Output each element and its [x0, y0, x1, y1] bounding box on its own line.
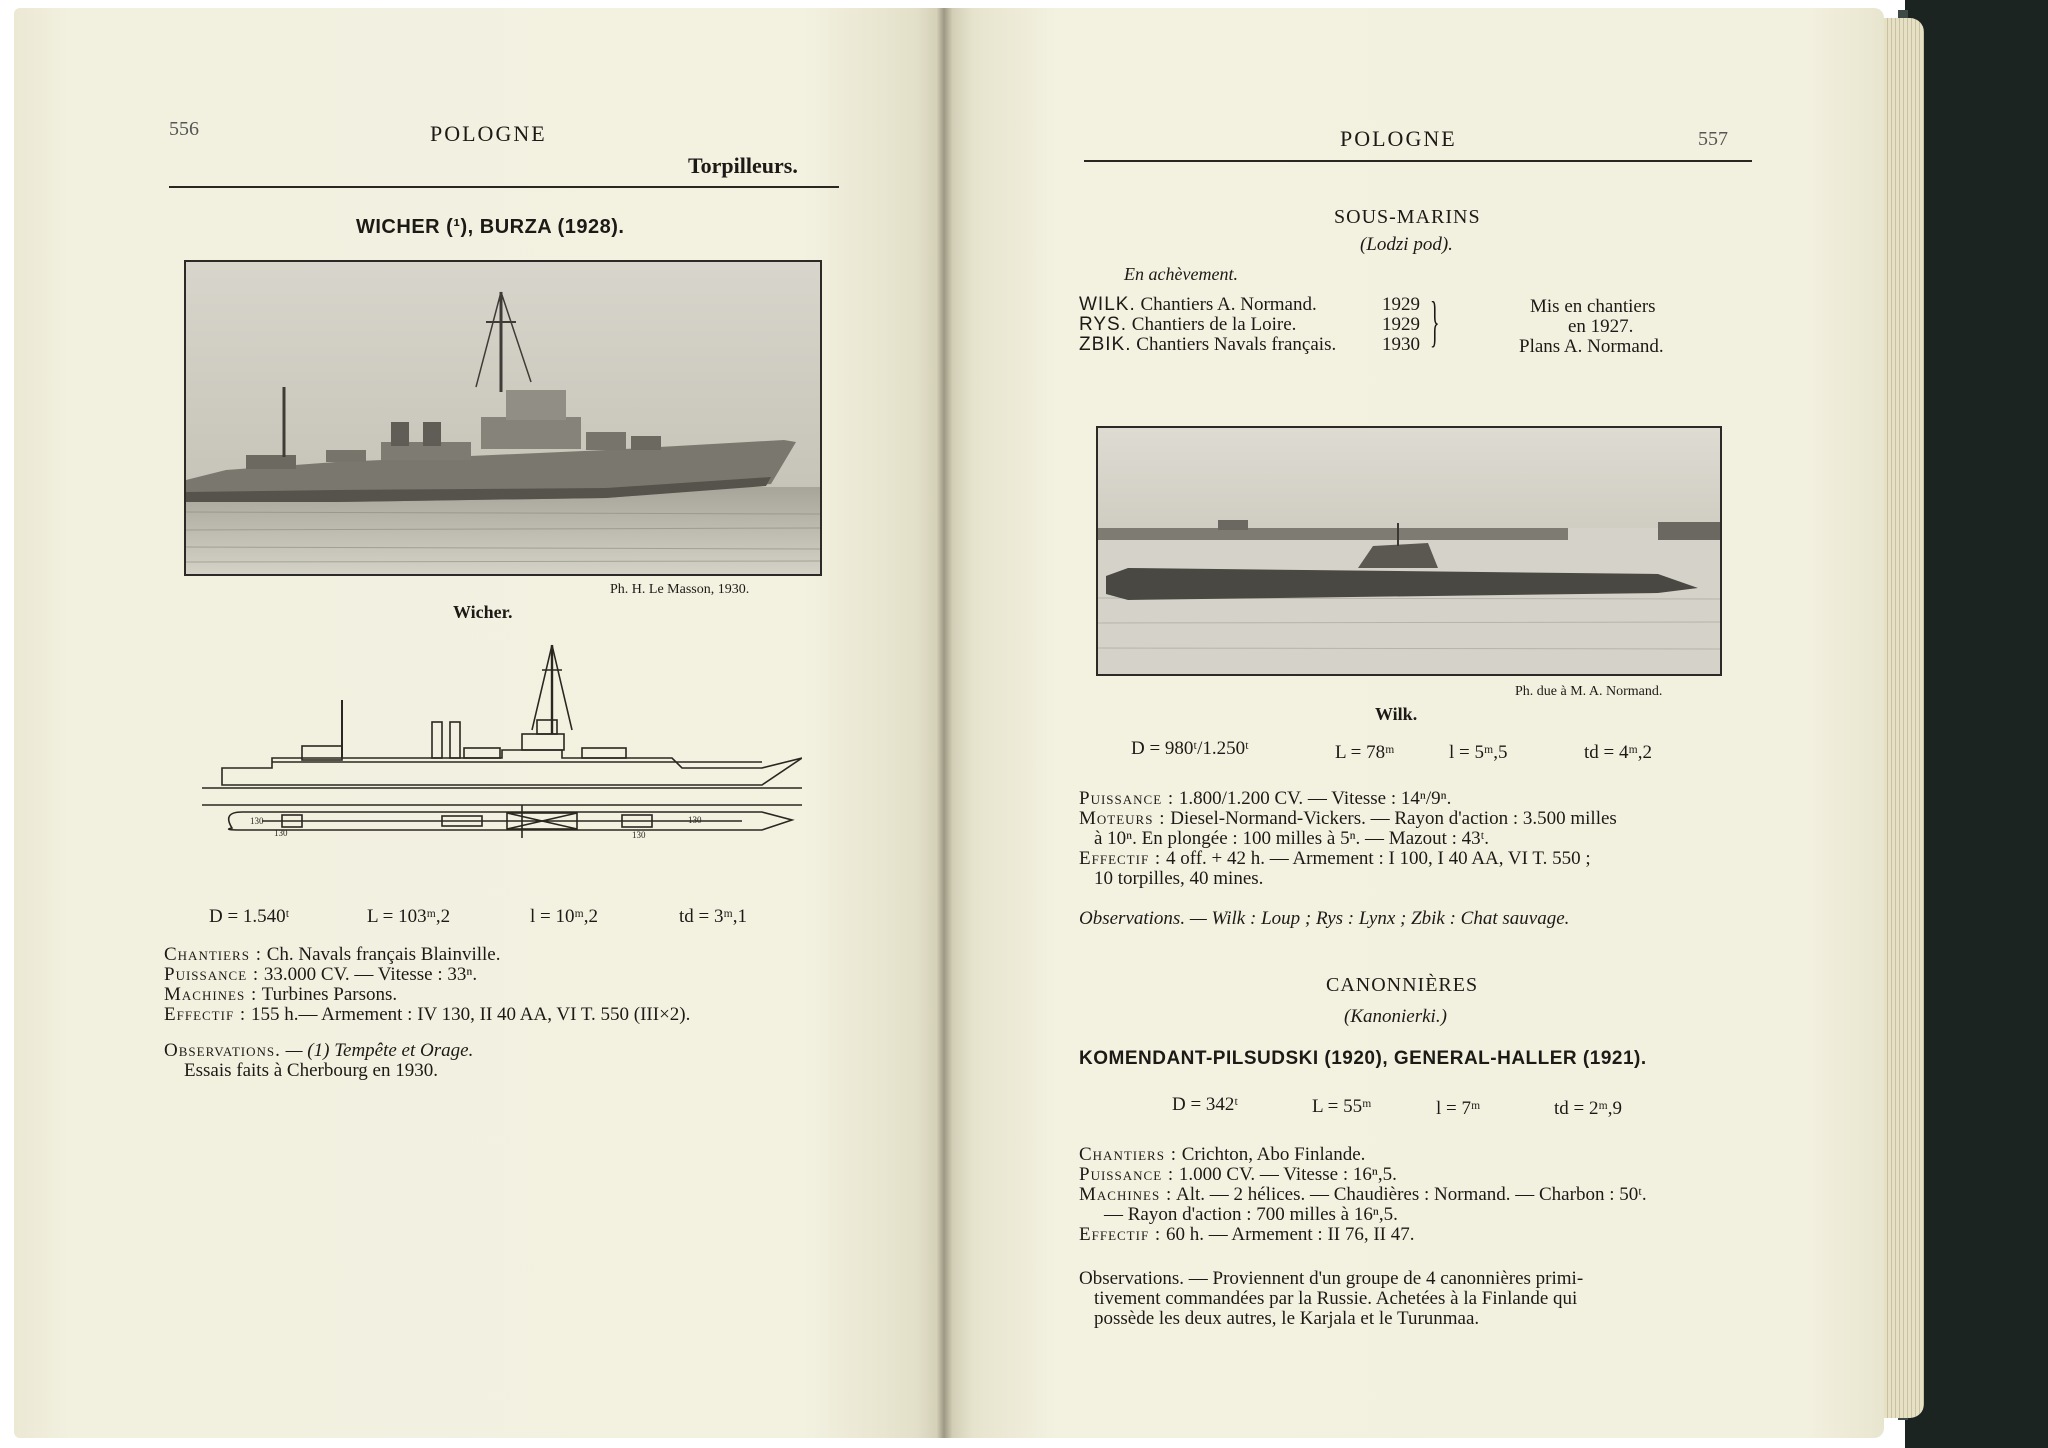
- spec-label: Chantiers :: [1079, 1144, 1177, 1165]
- spec-line: [1079, 788, 1451, 810]
- dim-draught: td = 2ᵐ,9: [1554, 1098, 1623, 1119]
- ship-row: [1079, 334, 1336, 356]
- spec-label: Moteurs :: [1079, 808, 1166, 829]
- page-stack: [1880, 18, 1924, 1418]
- ship-heading: WICHER (¹), BURZA (1928).: [356, 216, 625, 238]
- gunboat-observations: tivement commandées par la Russie. Achetées à la Finlande qui: [1094, 1288, 1578, 1309]
- dim-beam: l = 5ᵐ,5: [1449, 742, 1508, 763]
- spec-text: 1.000 CV. — Vitesse : 16ⁿ,5.: [1178, 1164, 1397, 1185]
- ship-yard: Chantiers A. Normand.: [1140, 294, 1317, 315]
- ship-profile-drawing: [202, 640, 802, 840]
- plan-label: 130: [274, 828, 288, 838]
- spec-text: 155 h.— Armement : IV 130, II 40 AA, VI T. 550 (III×2).: [250, 1004, 691, 1025]
- ships-note: en 1927.: [1568, 316, 1634, 337]
- right-page: [944, 8, 1884, 1438]
- gunboat-observations: Observations. — Proviennent d'un groupe de 4 canonnières primi-: [1079, 1268, 1584, 1289]
- spec-line: [1079, 808, 1617, 830]
- brace-icon: }: [1430, 291, 1440, 353]
- spec-line: [1079, 1184, 1647, 1206]
- dim-displacement: D = 342ᵗ: [1172, 1094, 1239, 1115]
- spec-label: Machines :: [1079, 1184, 1173, 1205]
- destroyer-photo: [184, 260, 822, 576]
- spec-text: Diesel-Normand-Vickers. — Rayon d'action : 3.500 milles: [1170, 808, 1617, 829]
- spec-label: Puissance :: [1079, 1164, 1175, 1185]
- spec-text: 33.000 CV. — Vitesse : 33ⁿ.: [263, 964, 478, 985]
- open-book: [14, 8, 1924, 1438]
- gunboat-observations: possède les deux autres, le Karjala et le Turunmaa.: [1094, 1308, 1480, 1329]
- spec-text: Alt. — 2 hélices. — Chaudières : Normand. — Charbon : 50ᵗ.: [1175, 1184, 1647, 1205]
- dim-displacement: D = 1.540ᵗ: [209, 906, 290, 927]
- observations-label: Observations.: [164, 1040, 281, 1061]
- status: En achèvement.: [1124, 264, 1238, 284]
- spec-text: Ch. Navals français Blainville.: [266, 944, 501, 965]
- spec-text: Turbines Parsons.: [261, 984, 398, 1005]
- plan-label: 130: [632, 830, 646, 840]
- gunboat-heading: KOMENDANT-PILSUDSKI (1920), GENERAL-HALLER (1921).: [1079, 1048, 1647, 1069]
- page-number: 557: [1698, 128, 1728, 150]
- dim-draught: td = 3ᵐ,1: [679, 906, 748, 927]
- plan-label: 130: [688, 815, 702, 825]
- background-edge: [0, 0, 14, 1448]
- ships-note: Mis en chantiers: [1530, 296, 1656, 317]
- plan-label: 130: [250, 816, 264, 826]
- observations-line2: Essais faits à Cherbourg en 1930.: [184, 1060, 438, 1081]
- ships-note: Plans A. Normand.: [1519, 336, 1664, 357]
- spec-label: Puissance :: [1079, 788, 1175, 809]
- ship-row: [1079, 314, 1296, 336]
- photo-credit: Ph. due à M. A. Normand.: [1515, 684, 1663, 699]
- dim-draught: td = 4ᵐ,2: [1584, 742, 1653, 763]
- dim-displacement: D = 980ᵗ/1.250ᵗ: [1131, 738, 1249, 759]
- spec-text: 1.800/1.200 CV. — Vitesse : 14ⁿ/9ⁿ.: [1178, 788, 1452, 809]
- spec-line: [1079, 1164, 1397, 1186]
- submarine-photo: [1096, 426, 1722, 676]
- running-title: POLOGNE: [1340, 126, 1457, 151]
- section-subtitle: (Lodzi pod).: [1360, 234, 1453, 255]
- spec-label: Effectif :: [164, 1004, 247, 1025]
- dim-beam: l = 7ᵐ: [1436, 1098, 1481, 1119]
- photo-caption: Wilk.: [1375, 704, 1418, 724]
- section2-subtitle: (Kanonierki.): [1344, 1006, 1447, 1027]
- header-rule: [169, 186, 839, 188]
- spec-line: [164, 944, 500, 966]
- section2-title: CANONNIÈRES: [1326, 974, 1479, 996]
- running-title: POLOGNE: [430, 121, 547, 146]
- dim-beam: l = 10ᵐ,2: [530, 906, 599, 927]
- ship-year: 1929: [1382, 294, 1420, 315]
- left-page: [14, 8, 944, 1438]
- spec-line: 10 torpilles, 40 mines.: [1094, 868, 1264, 889]
- header-rule: [1084, 160, 1752, 162]
- book-gutter: [936, 8, 952, 1438]
- spec-line: [1079, 1224, 1415, 1246]
- spec-label: Puissance :: [164, 964, 260, 985]
- observations: Observations. — Wilk : Loup ; Rys : Lynx ; Zbik : Chat sauvage.: [1079, 908, 1570, 929]
- spec-line: [164, 984, 397, 1006]
- spec-line: à 10ⁿ. En plongée : 100 milles à 5ⁿ. — Mazout : 43ᵗ.: [1094, 828, 1490, 849]
- ship-name: WILK.: [1079, 294, 1136, 315]
- section-title: Torpilleurs.: [688, 153, 798, 178]
- ship-yard: Chantiers Navals français.: [1136, 334, 1337, 355]
- section-title: SOUS-MARINS: [1334, 206, 1481, 228]
- ship-name: RYS.: [1079, 314, 1128, 335]
- dim-length: L = 55ᵐ: [1312, 1096, 1372, 1117]
- spec-line: [1079, 1144, 1365, 1166]
- spec-line: [1079, 848, 1591, 870]
- ship-yard: Chantiers de la Loire.: [1131, 314, 1297, 335]
- book-cover: [1905, 0, 2048, 1448]
- spec-text: 4 off. + 42 h. — Armement : I 100, I 40 AA, VI T. 550 ;: [1165, 848, 1591, 869]
- spec-text: Crichton, Abo Finlande.: [1181, 1144, 1366, 1165]
- photo-caption: Wicher.: [453, 602, 513, 622]
- spec-label: Chantiers :: [164, 944, 262, 965]
- observations-text: — (1) Tempête et Orage.: [285, 1040, 474, 1061]
- spec-line: — Rayon d'action : 700 milles à 16ⁿ,5.: [1104, 1204, 1398, 1225]
- photo-credit: Ph. H. Le Masson, 1930.: [610, 582, 750, 597]
- ship-name: ZBIK.: [1079, 334, 1132, 355]
- dim-length: L = 78ᵐ: [1335, 742, 1395, 763]
- ship-year: 1930: [1382, 334, 1420, 355]
- ship-year: 1929: [1382, 314, 1420, 335]
- spec-line: [164, 1004, 690, 1026]
- page-number: 556: [169, 118, 199, 140]
- spec-line: [164, 964, 477, 986]
- spec-label: Machines :: [164, 984, 258, 1005]
- spec-label: Effectif :: [1079, 1224, 1162, 1245]
- spec-text: 60 h. — Armement : II 76, II 47.: [1165, 1224, 1415, 1245]
- observations: [164, 1040, 473, 1062]
- spec-label: Effectif :: [1079, 848, 1162, 869]
- ship-row: [1079, 294, 1317, 316]
- dim-length: L = 103ᵐ,2: [367, 906, 451, 927]
